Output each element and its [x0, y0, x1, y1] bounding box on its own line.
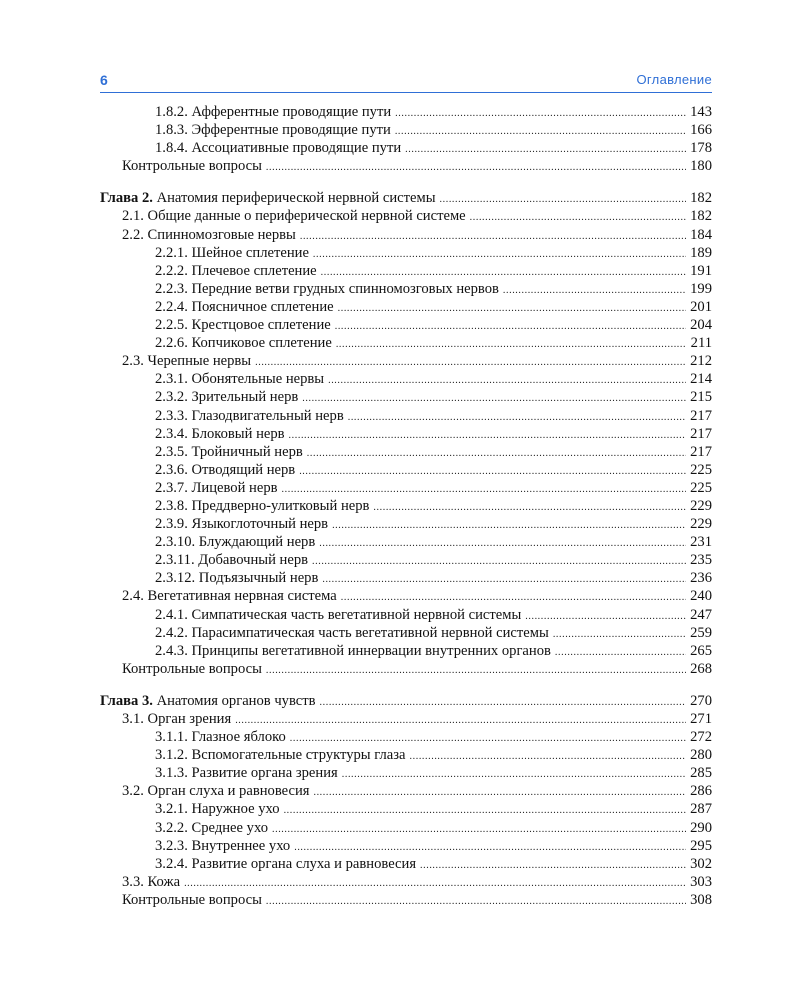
toc-entry[interactable] — [100, 497, 712, 515]
toc-entry-text: Блуждающий нерв — [198, 534, 316, 551]
toc-entry-number: 3.1. — [122, 711, 144, 727]
toc-page-number: 268 — [690, 660, 712, 677]
toc-entry-text: Копчиковое сплетение — [191, 335, 332, 352]
toc-entry[interactable] — [100, 587, 712, 605]
toc-entry-text: Принципы вегетативной иннервации внутренних органов — [191, 642, 551, 659]
toc-entry-text: Эфферентные проводящие пути — [191, 122, 391, 139]
toc-entry-title — [155, 334, 332, 352]
toc-entry-text: Подъязычный нерв — [198, 570, 319, 587]
toc-page-number: 271 — [690, 711, 712, 727]
dot-leader — [342, 766, 686, 784]
toc-page-number: 180 — [690, 158, 712, 175]
toc-entry-text: Контрольные вопросы — [122, 660, 262, 677]
dot-leader — [235, 712, 686, 730]
toc-entry-text: Наружное ухо — [191, 801, 280, 818]
toc-entry-number: 3.2.3. — [155, 837, 188, 854]
toc-entry-title — [122, 587, 337, 605]
toc-entry[interactable] — [100, 782, 712, 800]
toc-entry[interactable] — [100, 103, 712, 121]
dot-leader — [289, 427, 686, 445]
toc-entry-number: 2.2.3. — [155, 280, 188, 297]
toc-entry-text: Анатомия периферической нервной системы — [156, 190, 436, 207]
toc-entry-number: 1.8.3. — [155, 122, 188, 139]
dot-leader — [266, 159, 686, 177]
dot-leader — [320, 694, 686, 712]
toc-entry-title — [155, 746, 406, 764]
toc-entry-text: Поясничное сплетение — [191, 298, 334, 315]
toc-entry[interactable] — [100, 407, 712, 425]
toc-entry-number: 2.3.11. — [155, 552, 195, 569]
toc-entry[interactable] — [100, 157, 712, 175]
toc-entry-title — [155, 800, 280, 818]
dot-leader — [313, 784, 686, 802]
toc-page-number: 182 — [690, 190, 712, 207]
toc-page-number: 199 — [690, 280, 712, 297]
toc-entry-title — [122, 226, 296, 244]
toc-entry[interactable] — [100, 606, 712, 624]
toc-entry[interactable] — [100, 352, 712, 370]
toc-page-number: 272 — [690, 729, 712, 746]
dot-leader — [307, 445, 686, 463]
toc-entry[interactable] — [100, 624, 712, 642]
toc-page-number: 178 — [690, 140, 712, 157]
toc-entry[interactable] — [100, 226, 712, 244]
toc-entry-number: 2.3.3. — [155, 407, 188, 424]
dot-leader — [503, 282, 686, 300]
toc-entry-text: Развитие органа слуха и равновесия — [191, 855, 417, 872]
toc-chapter-entry[interactable] — [100, 189, 712, 207]
toc-page-number: 236 — [690, 570, 712, 587]
toc-page-number: 225 — [690, 479, 712, 496]
dot-leader — [322, 571, 686, 589]
toc-entry-text: Обонятельные нервы — [191, 371, 325, 388]
toc-entry[interactable] — [100, 855, 712, 873]
toc-page-number: 204 — [690, 317, 712, 334]
toc-entry-title — [100, 189, 436, 207]
dot-leader — [420, 857, 686, 875]
toc-entry-text: Лицевой нерв — [191, 479, 278, 496]
toc-entry-number: 2.3.7. — [155, 479, 188, 496]
toc-chapter-entry[interactable] — [100, 692, 712, 710]
toc-page-number: 217 — [690, 407, 712, 424]
toc-page-number: 201 — [690, 298, 712, 315]
toc-entry-number: 2.4.3. — [155, 642, 188, 659]
dot-leader — [470, 209, 686, 227]
toc-entry-number: 2.4. — [122, 588, 144, 605]
dot-leader — [335, 318, 686, 336]
dot-leader — [332, 517, 686, 535]
toc-entry-text: Тройничный нерв — [191, 443, 303, 460]
dot-leader — [348, 409, 686, 427]
toc-entry-number: 3.1.1. — [155, 729, 188, 746]
toc-entry[interactable] — [100, 479, 712, 497]
toc-entry-title — [155, 642, 551, 660]
toc-entry-title — [155, 388, 298, 406]
toc-entry[interactable] — [100, 280, 712, 298]
toc-page-number: 229 — [690, 497, 712, 514]
dot-leader — [553, 626, 686, 644]
dot-leader — [312, 553, 686, 571]
toc-page-number: 225 — [690, 461, 712, 478]
toc-page-number: 229 — [690, 516, 712, 533]
toc-entry-title — [155, 551, 308, 569]
toc-entry-title — [155, 121, 391, 139]
dot-leader — [319, 535, 686, 553]
toc-entry-title — [155, 497, 369, 515]
toc-entry-title — [155, 764, 338, 782]
toc-entry-text: Вспомогательные структуры глаза — [191, 747, 406, 764]
toc-entry-text: Черепные нервы — [147, 353, 252, 370]
toc-entry[interactable] — [100, 746, 712, 764]
toc-entry-title — [155, 819, 268, 837]
toc-entry[interactable] — [100, 710, 712, 728]
toc-entry[interactable] — [100, 139, 712, 157]
toc-entry-text: Преддверно-улитковый нерв — [191, 497, 370, 514]
toc-entry-number: 2.3.2. — [155, 389, 188, 406]
toc-entry[interactable] — [100, 443, 712, 461]
toc-entry-title — [122, 660, 262, 678]
toc-entry[interactable] — [100, 891, 712, 909]
toc-entry[interactable] — [100, 819, 712, 837]
toc-entry-number: 2.3.12. — [155, 570, 196, 587]
toc-entry-text: Языкоглоточный нерв — [191, 516, 329, 533]
toc-entry-text: Крестцовое сплетение — [191, 317, 331, 334]
toc-entry-title — [155, 606, 521, 624]
toc-entry-title — [100, 692, 316, 710]
toc-entry-number: Глава 3. — [100, 692, 153, 709]
dot-leader — [266, 662, 686, 680]
toc-entry-number: 2.2.6. — [155, 335, 188, 352]
toc-entry-title — [155, 443, 303, 461]
toc-page-number: 214 — [690, 371, 712, 388]
toc-entry-number: 2.3.8. — [155, 497, 188, 514]
toc-entry-title — [122, 782, 309, 800]
toc-page-number: 212 — [690, 353, 712, 370]
page-number: 6 — [100, 72, 108, 88]
toc-entry-number: 2.3.5. — [155, 443, 188, 460]
toc-entry[interactable] — [100, 533, 712, 551]
toc-page-number: 215 — [690, 389, 712, 406]
toc-entry-number: 2.3.1. — [155, 371, 188, 388]
toc-entry-text: Шейное сплетение — [191, 244, 309, 261]
toc-entry-number: 3.2.4. — [155, 855, 188, 872]
toc-entry[interactable] — [100, 388, 712, 406]
toc-entry-text: Общие данные о периферической нервной системе — [147, 208, 466, 225]
toc-entry-title — [155, 533, 315, 551]
toc-entry-number: 2.3.9. — [155, 516, 188, 533]
toc-entry-title — [155, 139, 401, 157]
toc-page-number: 303 — [690, 873, 712, 890]
toc-page-number: 184 — [690, 226, 712, 243]
toc-entry[interactable] — [100, 262, 712, 280]
toc-page-number: 295 — [690, 837, 712, 854]
toc-entry-text: Блоковый нерв — [191, 425, 285, 442]
dot-leader — [336, 336, 686, 354]
toc-page-number: 211 — [690, 335, 712, 352]
toc-entry-title — [122, 891, 262, 909]
toc-entry-text: Вегетативная нервная система — [147, 588, 337, 605]
toc-entry-title — [122, 157, 262, 175]
toc-page-number: 290 — [690, 819, 712, 836]
toc-entry-number: 1.8.2. — [155, 104, 188, 120]
page-header — [100, 72, 712, 93]
toc-page-number: 189 — [690, 244, 712, 261]
toc-page-number: 217 — [690, 443, 712, 460]
toc-entry-title — [155, 728, 286, 746]
toc-entry[interactable] — [100, 837, 712, 855]
toc-entry-number: 2.2.4. — [155, 298, 188, 315]
dot-leader — [313, 246, 686, 264]
toc-entry-number: 2.2.5. — [155, 317, 188, 334]
toc-entry[interactable] — [100, 207, 712, 225]
toc-entry-text: Кожа — [147, 873, 181, 890]
toc-entry-number: 2.3. — [122, 353, 144, 370]
toc-entry-text: Плечевое сплетение — [191, 262, 317, 279]
toc-entry-title — [155, 370, 324, 388]
toc-entry-number: 2.2. — [122, 226, 144, 243]
toc-entry[interactable] — [100, 551, 712, 569]
toc-page-number: 182 — [690, 208, 712, 225]
toc-entry[interactable] — [100, 425, 712, 443]
toc-entry[interactable] — [100, 642, 712, 660]
toc-page-number: 143 — [690, 104, 712, 120]
toc-entry-title — [155, 280, 499, 298]
toc-entry-text: Анатомия органов чувств — [156, 692, 316, 709]
toc-page-number: 286 — [690, 783, 712, 800]
toc-entry-text: Афферентные проводящие пути — [191, 104, 392, 120]
toc-entry-text: Развитие органа зрения — [191, 765, 338, 782]
toc-entry[interactable] — [100, 569, 712, 587]
dot-leader — [410, 748, 686, 766]
toc-entry-title — [122, 710, 231, 728]
toc-entry[interactable] — [100, 370, 712, 388]
toc-entry-number: 3.1.3. — [155, 765, 188, 782]
toc-entry-number: Глава 2. — [100, 190, 153, 207]
toc-entry-text: Ассоциативные проводящие пути — [191, 140, 402, 157]
toc-entry-number: 3.2. — [122, 783, 144, 800]
toc-entry[interactable] — [100, 764, 712, 782]
toc-entry-number: 2.4.1. — [155, 606, 188, 623]
toc-page-number: 247 — [690, 606, 712, 623]
toc-page-number: 259 — [690, 624, 712, 641]
toc-entry-text: Отводящий нерв — [191, 461, 296, 478]
toc-entry-text: Глазодвигательный нерв — [191, 407, 344, 424]
toc-entry-text: Передние ветви грудных спинномозговых нервов — [191, 280, 499, 297]
toc-entry-text: Среднее ухо — [191, 819, 268, 836]
toc-entry-text: Контрольные вопросы — [122, 891, 262, 908]
toc-entry-title — [155, 479, 278, 497]
toc-entry-title — [155, 855, 416, 873]
toc-page-number: 231 — [690, 534, 712, 551]
toc-entry-number: 2.3.4. — [155, 425, 188, 442]
toc-entry-number: 3.2.2. — [155, 819, 188, 836]
toc-entry[interactable] — [100, 461, 712, 479]
dot-leader — [395, 123, 686, 141]
toc-page-number: 166 — [690, 122, 712, 139]
toc-page-number: 265 — [690, 642, 712, 659]
toc-page-number: 302 — [690, 855, 712, 872]
toc-entry[interactable] — [100, 873, 712, 891]
toc-entry-title — [122, 207, 466, 225]
dot-leader — [284, 802, 686, 820]
toc-page-number: 287 — [690, 801, 712, 818]
toc-entry-title — [155, 425, 285, 443]
toc-entry[interactable] — [100, 800, 712, 818]
toc-entry[interactable] — [100, 660, 712, 678]
toc-page-number: 217 — [690, 425, 712, 442]
dot-leader — [338, 300, 686, 318]
dot-leader — [440, 191, 686, 209]
toc-entry[interactable] — [100, 298, 712, 316]
dot-leader — [266, 893, 686, 911]
toc-entry-number: 2.1. — [122, 208, 144, 225]
toc-entry-text: Орган слуха и равновесия — [147, 783, 310, 800]
toc-entry-text: Зрительный нерв — [191, 389, 299, 406]
toc-entry-number: 3.3. — [122, 873, 144, 890]
toc-entry-text: Парасимпатическая часть вегетативной нервной системы — [191, 624, 549, 641]
toc-entry-title — [122, 873, 180, 891]
table-of-contents — [100, 103, 712, 909]
toc-entry-title — [155, 461, 295, 479]
toc-entry-title — [155, 316, 331, 334]
toc-entry-title — [155, 298, 334, 316]
dot-leader — [328, 372, 686, 390]
toc-entry-text: Спинномозговые нервы — [147, 226, 296, 243]
dot-leader — [373, 499, 686, 517]
toc-entry-title — [155, 407, 344, 425]
toc-page-number: 270 — [690, 692, 712, 709]
toc-page-number: 240 — [690, 588, 712, 605]
toc-entry-title — [155, 837, 290, 855]
toc-entry[interactable] — [100, 244, 712, 262]
toc-entry-number: 2.2.2. — [155, 262, 188, 279]
toc-page-number: 280 — [690, 747, 712, 764]
toc-entry-title — [155, 262, 317, 280]
toc-entry-text: Внутреннее ухо — [191, 837, 291, 854]
toc-entry[interactable] — [100, 334, 712, 352]
dot-leader — [299, 463, 686, 481]
toc-entry[interactable] — [100, 515, 712, 533]
toc-entry-text: Глазное яблоко — [191, 729, 286, 746]
toc-entry-title — [155, 515, 328, 533]
toc-entry-number: 2.4.2. — [155, 624, 188, 641]
toc-entry[interactable] — [100, 121, 712, 139]
toc-entry-title — [155, 624, 549, 642]
toc-entry-number: 2.2.1. — [155, 244, 188, 261]
dot-leader — [272, 821, 686, 839]
toc-entry-text: Орган зрения — [147, 711, 232, 727]
toc-entry[interactable] — [100, 728, 712, 746]
toc-entry-text: Контрольные вопросы — [122, 158, 262, 175]
dot-leader — [300, 228, 686, 246]
toc-entry-title — [122, 352, 251, 370]
toc-entry-text: Симпатическая часть вегетативной нервной системы — [191, 606, 522, 623]
toc-entry[interactable] — [100, 316, 712, 334]
toc-entry-number: 2.3.10. — [155, 534, 196, 551]
toc-page-number: 191 — [690, 262, 712, 279]
toc-page-number: 308 — [690, 891, 712, 908]
toc-entry-title — [155, 103, 391, 121]
toc-page-number: 235 — [690, 552, 712, 569]
toc-entry-text: Добавочный нерв — [198, 552, 309, 569]
dot-leader — [555, 644, 686, 662]
dot-leader — [405, 141, 686, 159]
toc-page-number: 285 — [690, 765, 712, 782]
toc-entry-number: 1.8.4. — [155, 140, 188, 157]
toc-entry-number: 2.3.6. — [155, 461, 188, 478]
dot-leader — [395, 105, 686, 123]
running-section-title: Оглавление — [636, 72, 712, 87]
toc-entry-number: 3.2.1. — [155, 801, 188, 818]
toc-entry-title — [155, 244, 309, 262]
toc-entry-number: 3.1.2. — [155, 747, 188, 764]
toc-entry-title — [155, 569, 318, 587]
dot-leader — [302, 390, 686, 408]
dot-leader — [525, 608, 686, 626]
